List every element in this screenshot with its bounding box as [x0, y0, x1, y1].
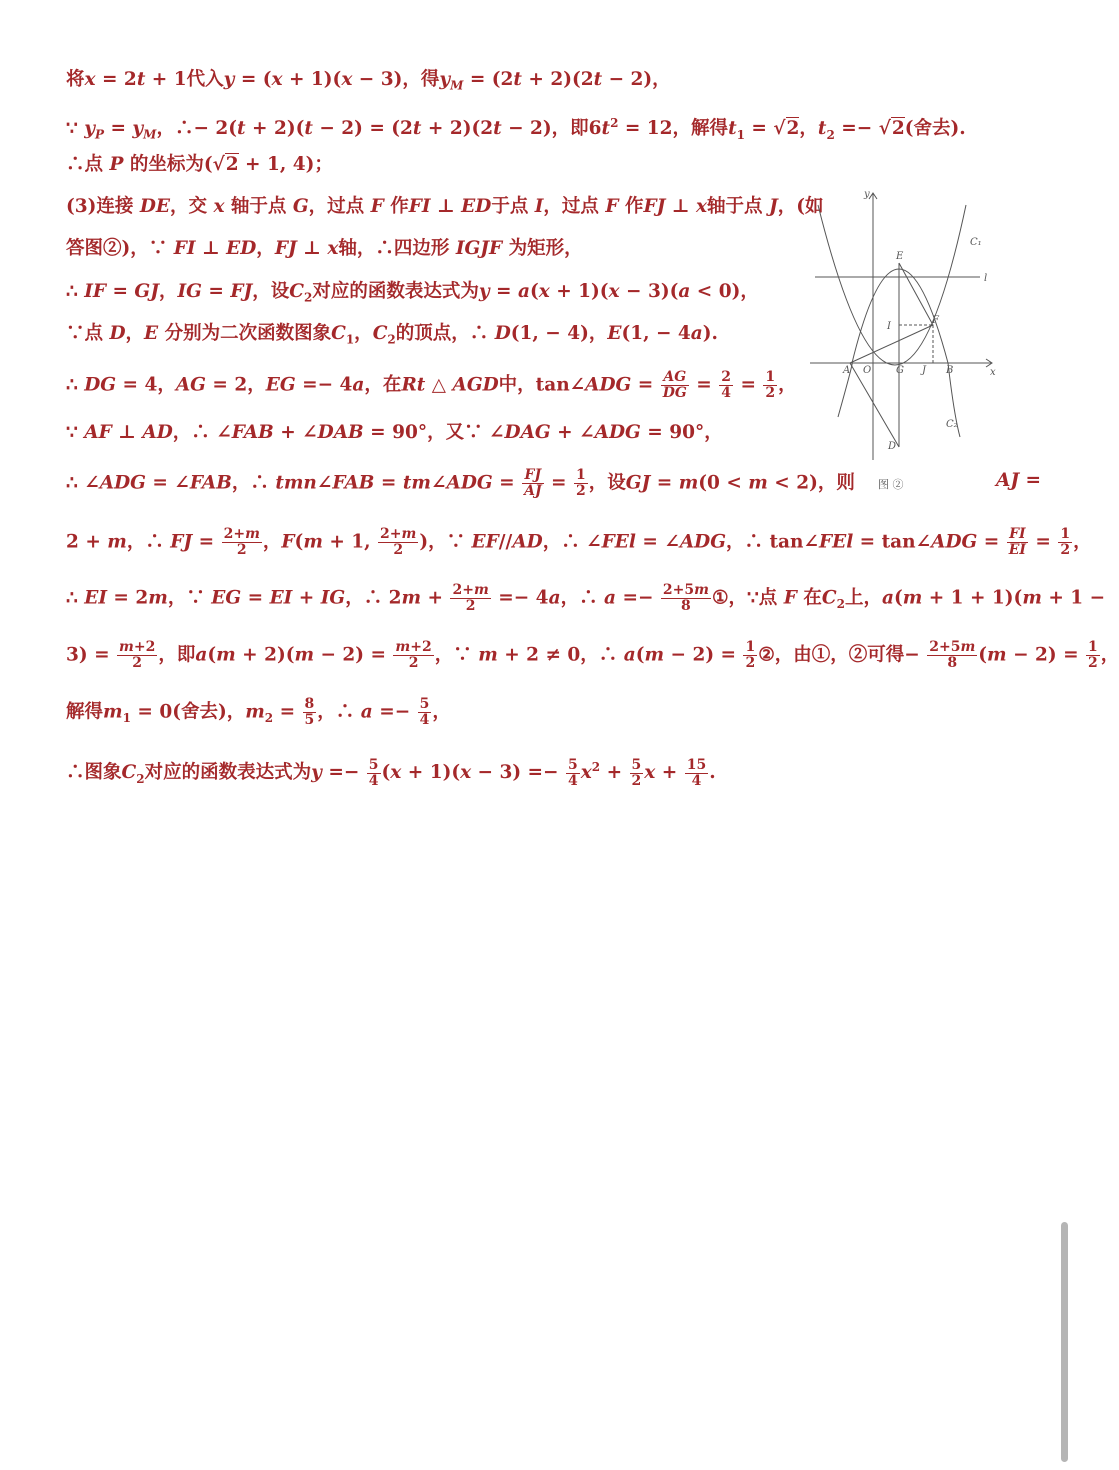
scrollbar[interactable]	[1061, 1222, 1068, 1462]
label-g: G	[896, 365, 904, 376]
line-3: ∴点 P 的坐标为(√2 + 1, 4)；	[66, 154, 333, 175]
line-8: ∴ DG = 4，AG = 2，EG =− 4a，在Rt △ AGD中，tan∠ADG = $\frac{AG}{DG}$ = $\frac{2}{4}$ = $\frac{1}{2}$ ，	[66, 369, 797, 401]
line-10-end: AJ =	[996, 470, 1042, 491]
line-12: ∴ EI = 2m，∵ EG = EI + IG，∴ 2m + $\frac{2+m}{2}$ =− 4a，∴ a =− $\frac{2+5m}{8}$ ①，∵点 F 在$C_2$上，a(m + 1 + 1)(m + 1 −	[66, 582, 1106, 614]
parabola-figure	[800, 185, 1010, 495]
line-5: 答图②)，∵ FI ⊥ ED，FJ ⊥ x轴，∴四边形 IGJF 为矩形，	[66, 238, 583, 259]
label-x: x	[990, 367, 996, 378]
segment-af	[850, 325, 933, 363]
line-1: 将x = 2t + 1代入y = (x + 1)(x − 3)，得$y_M = (2t + 2)(2t - 2)$，	[66, 69, 671, 93]
line-15: ∴图象$C_2$对应的函数表达式为y =− $\frac{5}{4}$ (x + 1)(x − 3) =− $\frac{5}{4}$ $x^2$ + $\frac{5}{2}$ x + $\frac{15}{4}$ .	[66, 756, 716, 789]
label-f: F	[932, 315, 939, 326]
label-e: E	[896, 251, 904, 262]
label-j: J	[922, 365, 927, 376]
line-4: (3)连接 DE，交 x 轴于点 G，过点 F 作FI ⊥ ED于点 I，过点 F 作FJ ⊥ x轴于点 J，(如	[66, 196, 824, 217]
line-10: ∴ ∠ADG = ∠FAB，∴ tmn∠FAB = tm∠ADG = $\frac{FJ}{AJ}$ = $\frac{1}{2}$ ，设GJ = m(0 < m < 2)，则	[66, 467, 855, 499]
line-7: ∵点 D，E 分别为二次函数图象$C_1$，$C_2$的顶点，∴ D(1, − 4)，E(1, − 4a).	[66, 323, 718, 347]
label-l: l	[984, 273, 988, 284]
line-6: ∴ IF = GJ，IG = FJ，设$C_2$对应的函数表达式为y = a(x + 1)(x − 3)(a < 0)，	[66, 281, 759, 305]
label-y: y	[864, 189, 870, 200]
label-a: A	[843, 365, 851, 376]
label-i: I	[887, 321, 891, 332]
label-o: O	[863, 365, 872, 376]
line-2: ∵ $y_P = y_M$，∴− 2(t + 2)(t − 2) = (2t + 2)(2t − 2)，即$6t^2 = 12$，解得$t_1 = √2$，$t_2 =- √2$(舍去).	[66, 116, 966, 142]
parabola-c1	[818, 205, 966, 365]
line-9: ∵ AF ⊥ AD，∴ ∠FAB + ∠DAB = 90°，又∵ ∠DAG + ∠ADG = 90°，	[66, 422, 723, 443]
segment-ad	[850, 363, 899, 447]
label-c1: C₁	[970, 237, 982, 248]
line-11: 2 + m，∴ FJ = $\frac{2+m}{2}$ ，F(m + 1, $\frac{2+m}{2}$ )，∵ EF//AD，∴ ∠FEl = ∠ADG，∴ tan∠FEl = tan∠ADG = $\frac{FI}{EI}$ = $\frac{1}{2}$ ，	[66, 526, 1092, 558]
figure-caption: 图 ②	[878, 478, 904, 491]
label-d: D	[888, 441, 897, 452]
segment-ef	[899, 263, 933, 325]
label-b: B	[946, 365, 954, 376]
label-c2: C₂	[946, 419, 958, 430]
line-13: 3) = $\frac{m+2}{2}$ ，即a(m + 2)(m − 2) = $\frac{m+2}{2}$ ，∵ m + 2 ≠ 0，∴ a(m − 2) = $\frac{1}{2}$ ②，由①，②可得− $\frac{2+5m}{8}$ (m − 2) = $\frac{1}{2}$ ，	[66, 639, 1119, 671]
line-14: 解得$m_1 = 0$(舍去)，$m_2$ = $\frac{8}{5}$ ，∴ a =− $\frac{5}{4}$ ，	[66, 696, 451, 728]
